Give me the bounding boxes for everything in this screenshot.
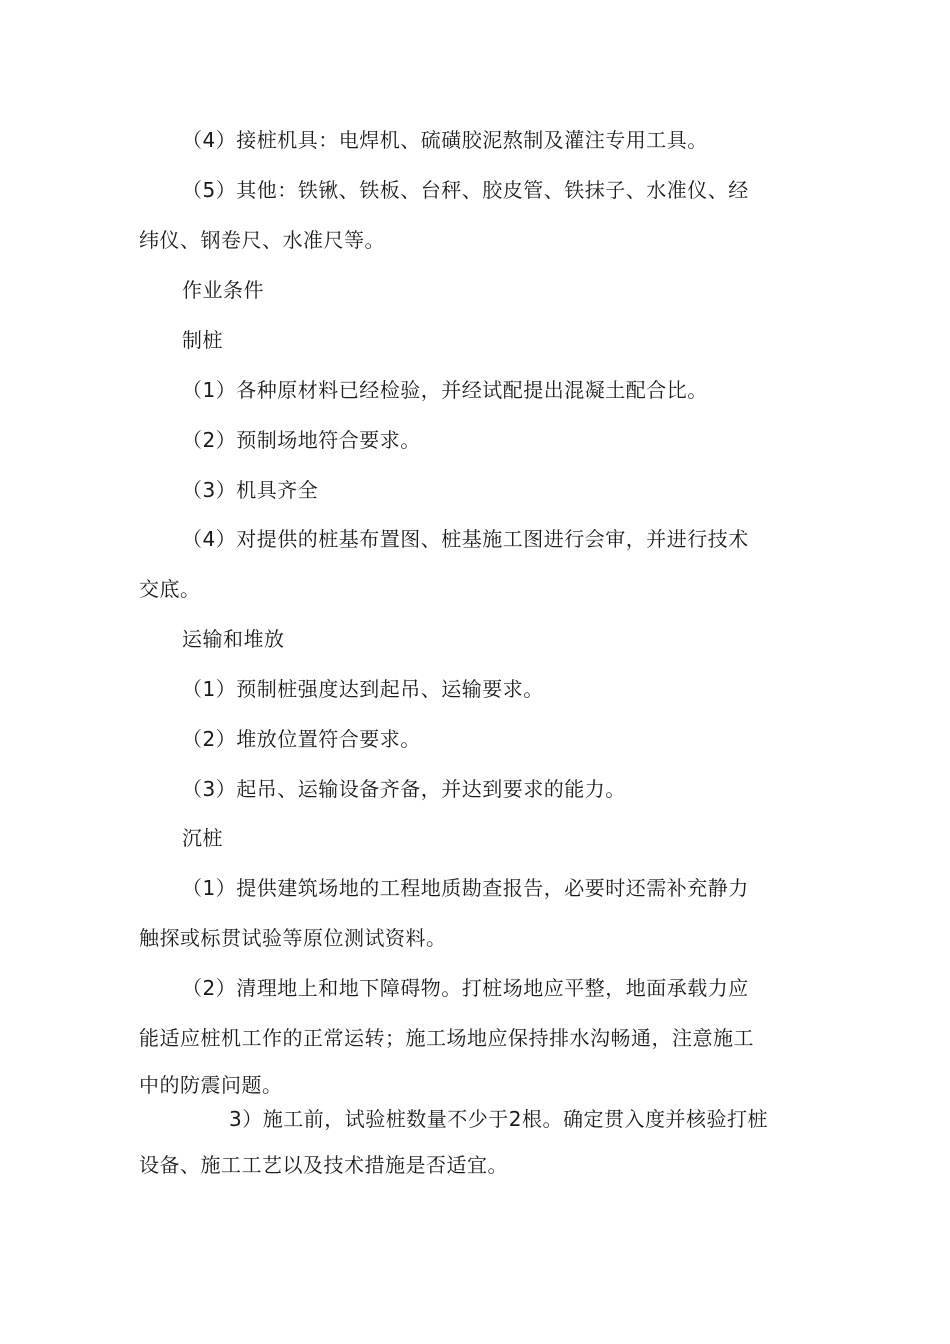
text-line: 触探或标贯试验等原位测试资料。 <box>139 926 447 950</box>
text-line: （4）接桩机具：电焊机、硫磺胶泥熬制及灌注专用工具。 <box>182 128 708 152</box>
text-line: 能适应桩机工作的正常运转；施工场地应保持排水沟畅通，注意施工 <box>139 1026 754 1050</box>
text-line: （3）机具齐全 <box>182 478 319 502</box>
text-line: （1）预制桩强度达到起吊、运输要求。 <box>182 677 544 701</box>
text-line: （2）清理地上和地下障碍物。打桩场地应平整，地面承载力应 <box>182 976 749 1000</box>
subsection-heading: 运输和堆放 <box>182 627 285 651</box>
text-line: 设备、施工工艺以及技术措施是否适宜。 <box>139 1153 508 1177</box>
text-line: （1）各种原材料已经检验，并经试配提出混凝土配合比。 <box>182 378 708 402</box>
subsection-heading: 沉桩 <box>182 826 223 850</box>
section-heading: 作业条件 <box>182 278 264 302</box>
text-line: （5）其他：铁锹、铁板、台秤、胶皮管、铁抹子、水准仪、经 <box>182 178 749 202</box>
text-line: （3）起吊、运输设备齐备，并达到要求的能力。 <box>182 777 626 801</box>
text-line: 中的防震问题。 <box>139 1073 283 1097</box>
text-line: （2）堆放位置符合要求。 <box>182 727 421 751</box>
text-line: 纬仪、钢卷尺、水准尺等。 <box>139 228 385 252</box>
text-line: 交底。 <box>139 577 201 601</box>
text-line: （4）对提供的桩基布置图、桩基施工图进行会审，并进行技术 <box>182 527 749 551</box>
text-line: （1）提供建筑场地的工程地质勘查报告，必要时还需补充静力 <box>182 876 749 900</box>
text-line: （2）预制场地符合要求。 <box>182 428 421 452</box>
subsection-heading: 制桩 <box>182 328 223 352</box>
text-line: 3）施工前，试验桩数量不少于2根。确定贯入度并核验打桩 <box>229 1107 768 1131</box>
